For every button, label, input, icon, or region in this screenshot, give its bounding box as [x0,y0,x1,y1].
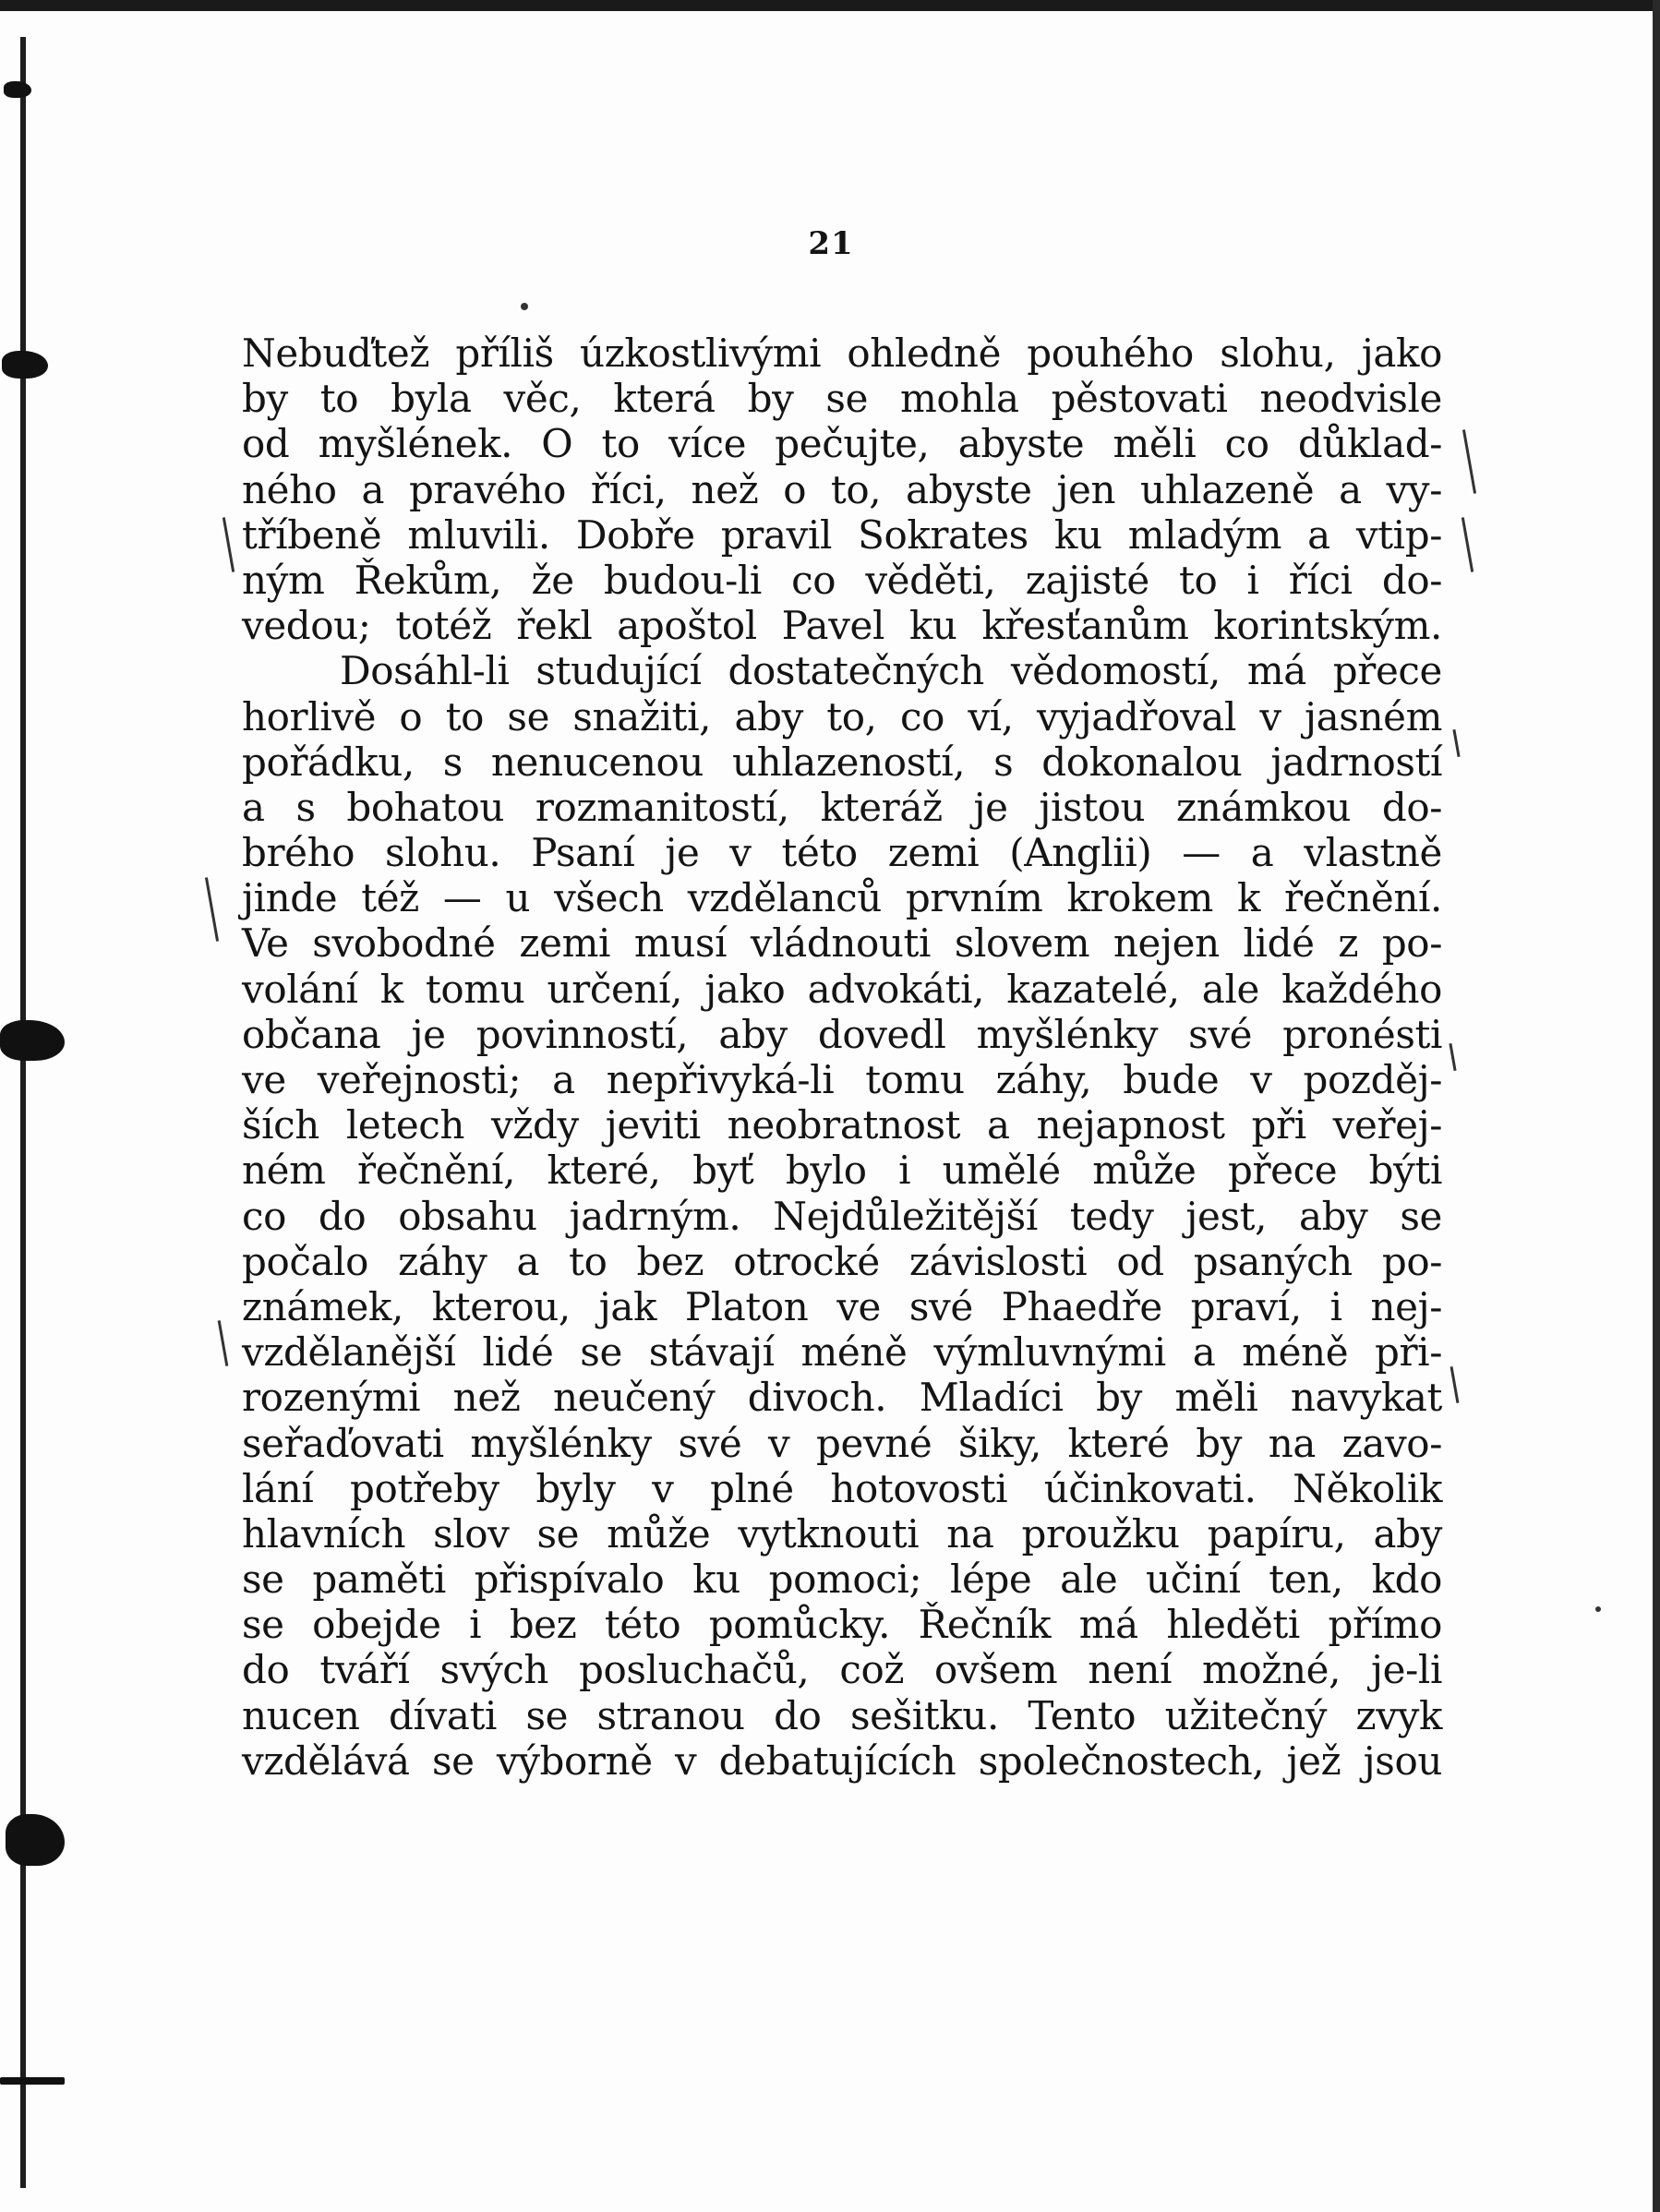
text-line: známek, kterou, jak Platon ve své Phaedře praví, i nej- [242,1283,1442,1329]
text-line: ném řečnění, které, byť bylo i umělé může přece býti [242,1148,1442,1194]
scan-speck [521,303,528,310]
margin-mark [1462,517,1474,572]
text-line: nucen dívati se stranou do sešitku. Tento užitečný zvyk [242,1692,1442,1738]
text-line: lání potřeby byly v plné hotovosti účinkovati. Několik [242,1465,1442,1511]
binding-mark [0,1020,65,1061]
text-line: se obejde i bez této pomůcky. Řečník má hleděti přímo [242,1602,1442,1648]
margin-mark [1452,729,1460,757]
text-line: od myšlének. O to více pečujte, abyste měli co důklad- [242,421,1442,467]
text-line: hlavních slov se může vytknouti na proužku papíru, aby [242,1510,1442,1557]
text-line: ších letech vždy jeviti neobratnost a nejapnost při veřej- [242,1102,1442,1148]
text-line: pořádku, s nenucenou uhlazeností, s dokonalou jadrností [242,739,1442,785]
binding-mark [0,2077,65,2085]
text-line: co do obsahu jadrným. Nejdůležitější tedy jest, aby se [242,1193,1442,1239]
text-line: Nebuďtež příliš úzkostlivými ohledně pouhého slohu, jako [242,331,1442,376]
text-line: ve veřejnosti; a nepřivyká-li tomu záhy, bude v pozděj- [242,1057,1442,1102]
text-line: do tváří svých posluchačů, což ovšem není možné, je-li [242,1647,1442,1693]
text-line: vzdělanější lidé se stávají méně výmluvnými a méně při- [242,1329,1442,1376]
margin-mark [1449,1043,1456,1071]
page-number: 21 [808,225,854,262]
text-line: se paměti přispívalo ku pomoci; lépe ale učiní ten, kdo [242,1557,1442,1603]
paragraph-first-line: Dosáhl-li studující dostatečných vědomostí, má přece [340,648,1442,694]
scan-top-edge [0,0,1660,11]
text-line: by to byla věc, která by se mohla pěstovati neodvisle [242,376,1442,422]
text-line: a s bohatou rozmanitostí, kteráž je jistou známkou do- [242,784,1442,830]
text-line: volání k tomu určení, jako advokáti, kazatelé, ale každého [242,966,1442,1012]
scan-speck [1595,1606,1601,1612]
margin-mark [218,1320,229,1366]
text-line: Ve svobodné zemi musí vládnouti slovem nejen lidé z po- [242,920,1442,967]
text-line: horlivě o to se snažiti, aby to, co ví, vyjadřoval v jasném [242,693,1442,739]
text-line: seřaďovati myšlénky své v pevné šiky, které by na zavo- [242,1420,1442,1466]
binding-mark [4,81,31,98]
body-text [242,331,1442,1784]
text-line: tříbeně mluvili. Dobře pravil Sokrates ku mladým a vtip- [242,511,1442,558]
text-line: počalo záhy a to bez otrocké závislosti od psaných po- [242,1238,1442,1284]
text-line: rozenými než neučený divoch. Mladíci by měli navykat [242,1375,1442,1421]
text-line: vzdělává se výborně v debatujících společnostech, jež jsou [242,1737,1442,1784]
text-line: brého slohu. Psaní je v této zemi (Anglii) — a vlastně [242,830,1442,876]
margin-mark [205,877,219,941]
binding-mark [6,1814,65,1866]
text-line: ného a pravého říci, než o to, abyste jen uhlazeně a vy- [242,466,1442,512]
margin-mark [223,517,235,572]
scan-right-edge [1653,0,1660,2212]
text-line: vedou; totéž řekl apoštol Pavel ku křesťanům korintským. [242,603,1442,649]
margin-mark [1450,1366,1460,1403]
text-line: ným Řekům, že budou-li co věděti, zajisté to i říci do- [242,557,1442,603]
text-line: jinde též — u všech vzdělanců prvním krokem k řečnění. [242,875,1442,921]
margin-mark [1462,429,1476,493]
text-line: občana je povinností, aby dovedl myšlénky své pronésti [242,1011,1442,1057]
binding-mark [2,351,48,379]
